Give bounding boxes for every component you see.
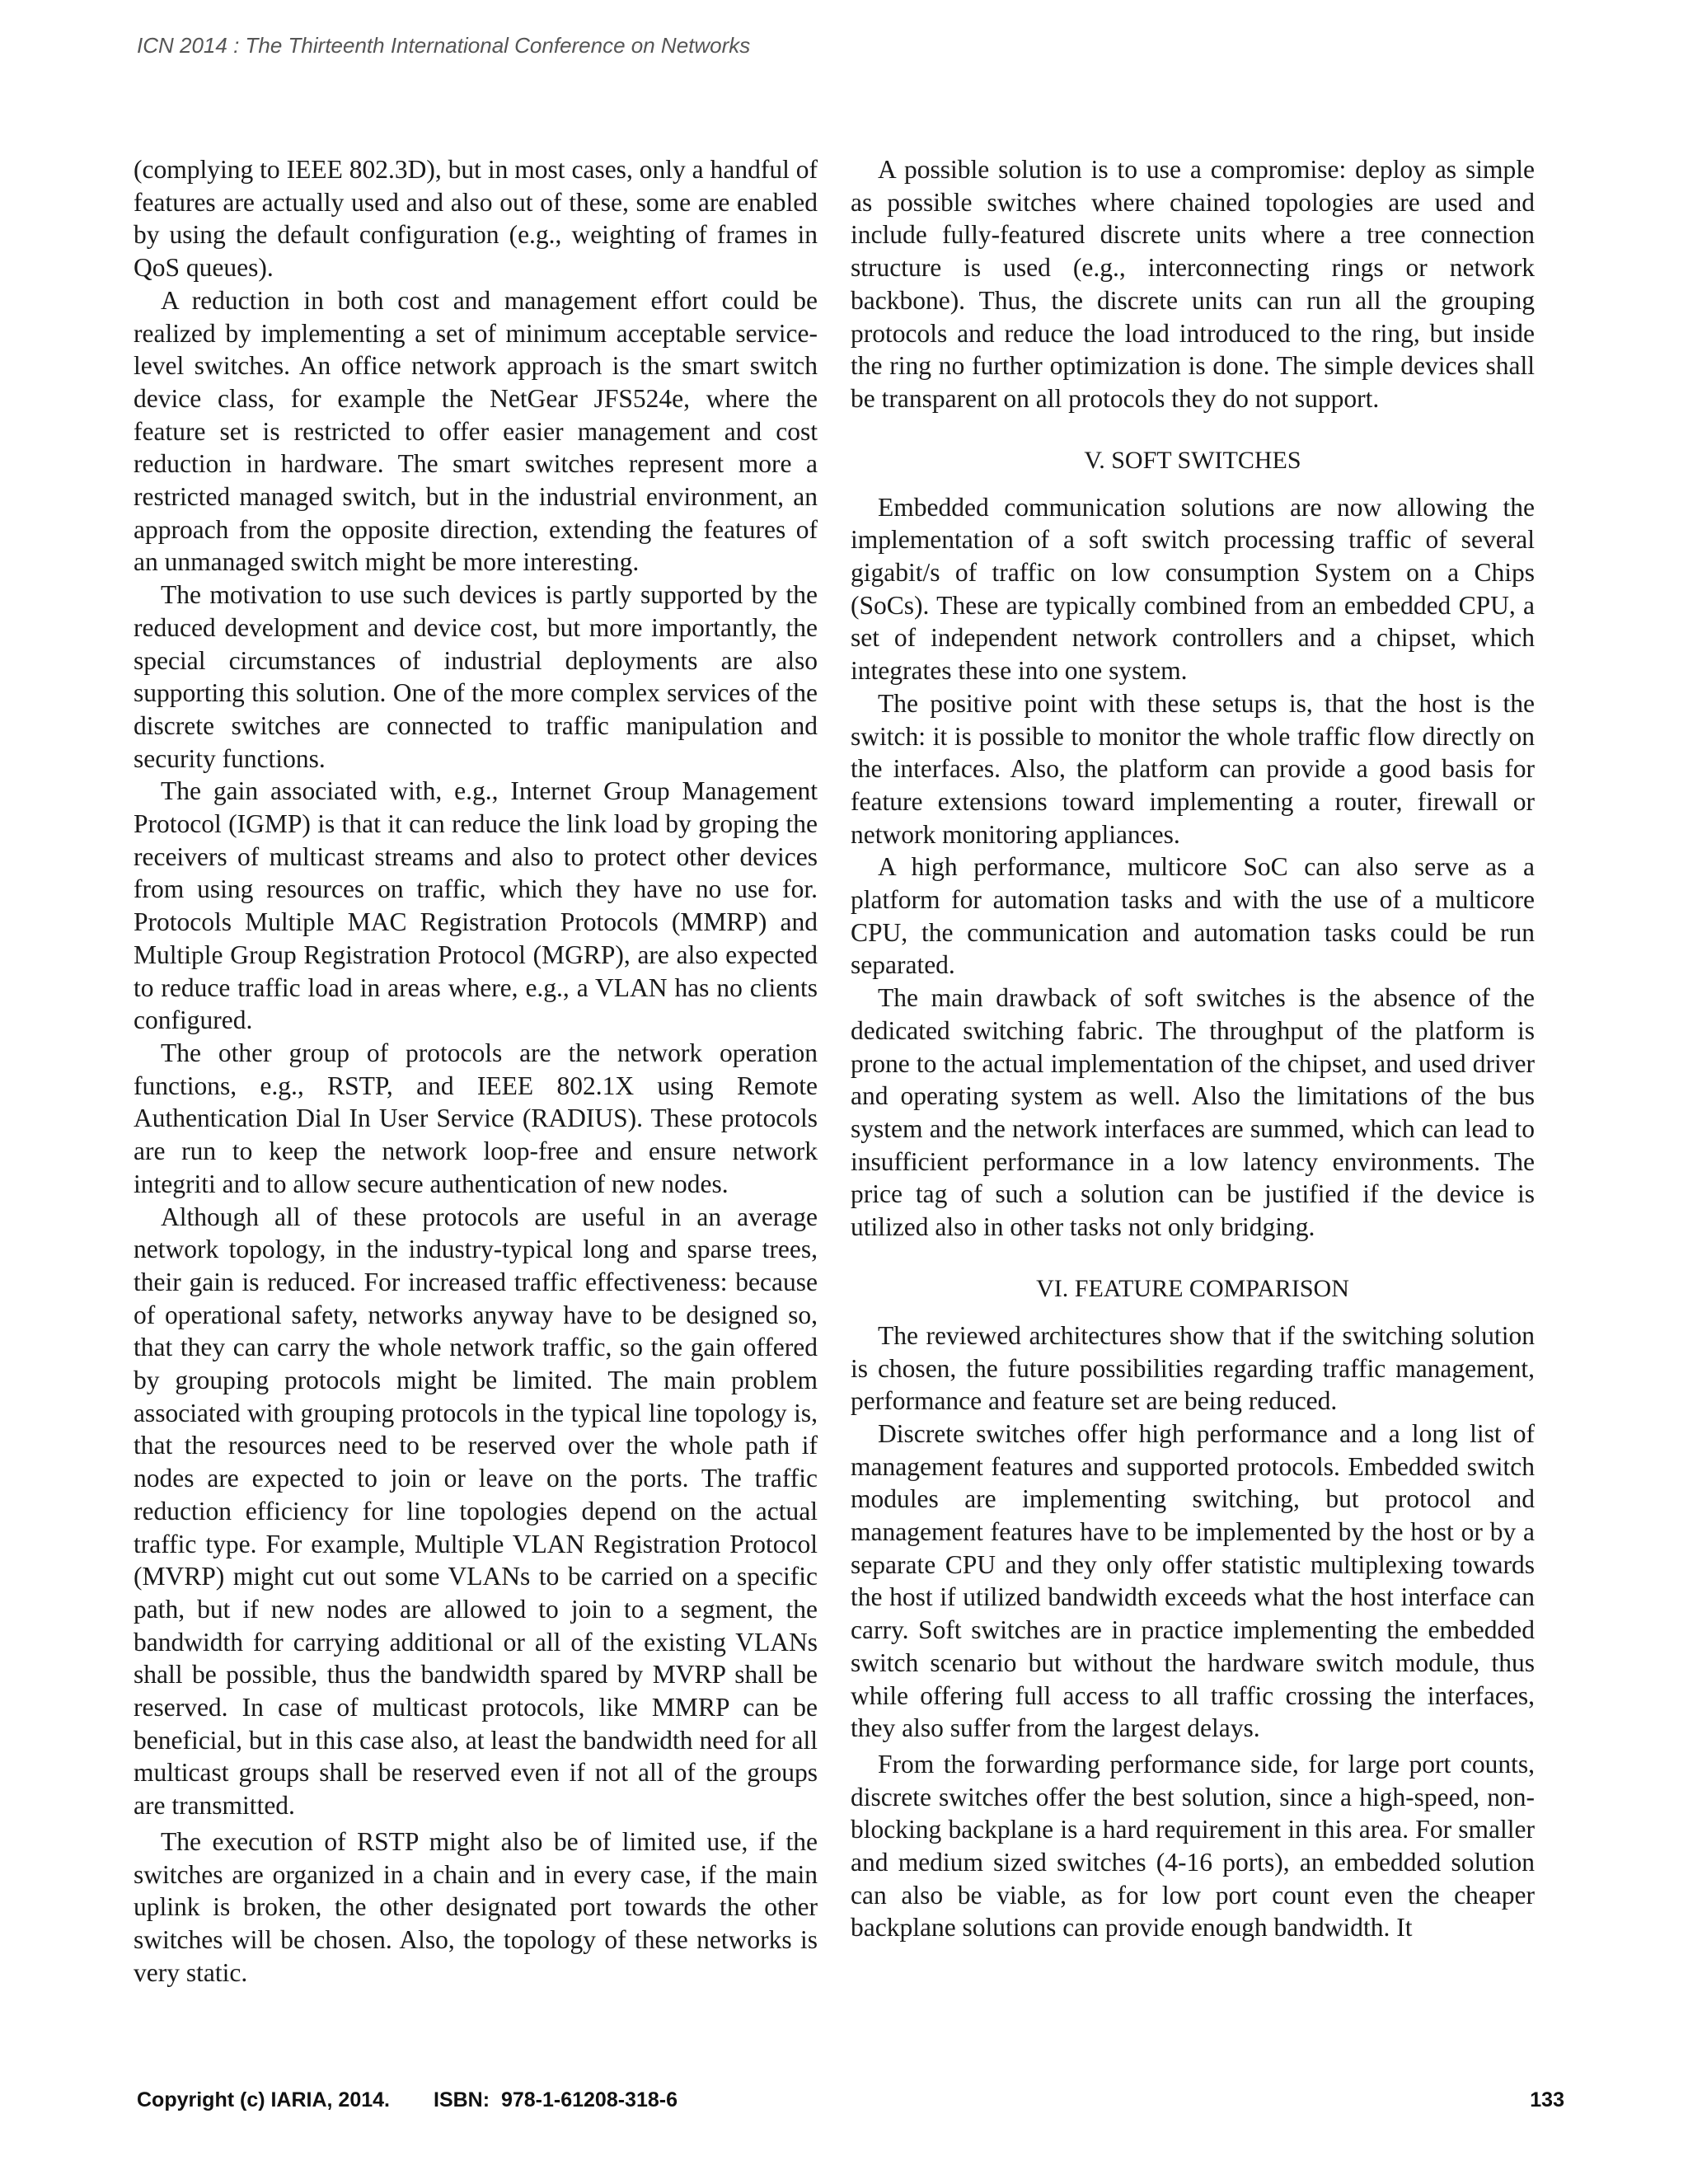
body-paragraph: The motivation to use such devices is partly supported by the reduced development and device cost, but more importantly, the special circumstances of industrial deployments are also supporting this solution. One of the more complex services of the discrete switches are connected to traffic manipulation and security functions. (134, 580, 818, 773)
page-number: 133 (1530, 2088, 1564, 2111)
body-paragraph: (complying to IEEE 802.3D), but in most cases, only a handful of features are actually used and also out of these, some are enabled by using the default configuration (e.g., weighting of frames in QoS queues). (134, 155, 818, 283)
left-column (134, 153, 818, 1989)
body-paragraph: Although all of these protocols are useful in an average network topology, in the industry-typical long and sparse trees, their gain is reduced. For increased traffic effectiveness: because of operational safety, networks anyway have to be designed so, that they can carry the whole network traffic, so the gain offered by grouping protocols might be limited. The main problem associated with grouping protocols in the typical line topology is, that the resources need to be reserved over the whole path if nodes are expected to join or leave on the ports. The traffic reduction efficiency for line topologies depend on the actual traffic type. For example, Multiple VLAN Registration Protocol (MVRP) might cut out some VLANs to be carried on a specific path, but if new nodes are allowed to join to a segment, the bandwidth for carrying additional or all of the existing VLANs shall be possible, thus the bandwidth spared by MVRP shall be reserved. In case of multicast protocols, like MMRP can be beneficial, but in this case also, at least the bandwidth need for all multicast groups shall be reserved even if not all of the groups are transmitted. (134, 1202, 818, 1821)
body-paragraph: The main drawback of soft switches is the absence of the dedicated switching fabric. The throughput of the platform is prone to the actual implementation of the chipset, and used driver and operating system as well. Also the limitations of the bus system and the network interfaces are summed, which can lead to insufficient performance in a low latency environments. The price tag of such a solution can be justified if the device is utilized also in other tasks not only bridging. (851, 983, 1535, 1242)
section-title-rest: OFT SWITCHES (1124, 446, 1301, 474)
right-column (851, 153, 1535, 1944)
copyright-notice: Copyright (c) IARIA, 2014. (137, 2088, 390, 2111)
body-paragraph: The positive point with these setups is, that the host is the switch: it is possible to monitor the whole traffic flow directly on the interfaces. Also, the platform can provide a good basis for feature extensions toward implementing a router, firewall or network monitoring appliances. (851, 688, 1535, 849)
body-paragraph: The execution of RSTP might also be of limited use, if the switches are organized in a chain and in every case, if the main uplink is broken, the other designated port towards the other switches will be chosen. Also, the topology of these networks is very static. (134, 1826, 818, 1987)
section-number: V. (1084, 446, 1105, 474)
section-title-initial: F (1074, 1274, 1089, 1302)
section-heading-soft-switches (851, 445, 1535, 476)
body-paragraph: From the forwarding performance side, for large port counts, discrete switches offer the best solution, since a high-speed, non-blocking backplane is a hard requirement in this area. For smaller and medium sized switches (4-16 ports), an embedded solution can also be viable, as for low port count even the cheaper backplane solutions can provide enough bandwidth. It (851, 1749, 1535, 1943)
body-paragraph: The gain associated with, e.g., Internet Group Management Protocol (IGMP) is that it can reduce the link load by groping the receivers of multicast streams and also to protect other devices from using resources on traffic, which they have no use for. Protocols Multiple MAC Registration Protocols (MMRP) and Multiple Group Registration Protocol (MGRP), are also expected to reduce traffic load in areas where, e.g., a VLAN has no clients configured. (134, 776, 818, 1035)
body-paragraph: A high performance, multicore SoC can also serve as a platform for automation tasks and with the use of a multicore CPU, the communication and automation tasks could be run separated. (851, 852, 1535, 980)
body-paragraph: A possible solution is to use a compromise: deploy as simple as possible switches where chained topologies are used and include fully-featured discrete units where a tree connection structure is used (e.g., interconnecting rings or network backbone). Thus, the discrete units can run all the grouping protocols and reduce the load introduced to the ring, but inside the ring no further optimization is done. The simple devices shall be transparent on all protocols they do not support. (851, 155, 1535, 413)
section-title-rest: EATURE COMPARISON (1088, 1274, 1349, 1302)
body-paragraph: A reduction in both cost and management effort could be realized by implementing a set of minimum acceptable service-level switches. An office network approach is the smart switch device class, for example the NetGear JFS524e, where the feature set is restricted to offer easier management and cost reduction in hardware. The smart switches represent more a restricted managed switch, but in the industrial environment, an approach from the opposite direction, extending the features of an unmanaged switch might be more interesting. (134, 285, 818, 577)
section-heading-feature-comparison (851, 1273, 1535, 1305)
body-paragraph: Embedded communication solutions are now allowing the implementation of a soft switch processing traffic of several gigabit/s of traffic on low consumption System on a Chips (SoCs). These are typically combined from an embedded CPU, a set of independent network controllers and a chipset, which integrates these into one system. (851, 492, 1535, 686)
section-number: VI. (1036, 1274, 1069, 1302)
body-paragraph: The reviewed architectures show that if the switching solution is chosen, the future possibilities regarding traffic management, performance and feature set are being reduced. (851, 1320, 1535, 1416)
body-paragraph: The other group of protocols are the network operation functions, e.g., RSTP, and IEEE 802.1X using Remote Authentication Dial In User Service (RADIUS). These protocols are run to keep the network loop-free and ensure network integriti and to allow secure authentication of new nodes. (134, 1038, 818, 1198)
body-paragraph: Discrete switches offer high performance and a long list of management features and supported protocols. Embedded switch modules are implementing switching, but protocol and management features have to be implemented by the host or by a separate CPU and they only offer statistic multiplexing towards the host if utilized bandwidth exceeds what the host interface can carry. Soft switches are in practice implementing the embedded switch scenario but without the hardware switch module, thus while offering full access to all traffic crossing the interfaces, they also suffer from the largest delays. (851, 1418, 1535, 1743)
section-title-initial: S (1111, 446, 1125, 474)
isbn: ISBN: 978-1-61208-318-6 (434, 2088, 678, 2111)
running-header: ICN 2014 : The Thirteenth International Conference on Networks (137, 33, 751, 58)
